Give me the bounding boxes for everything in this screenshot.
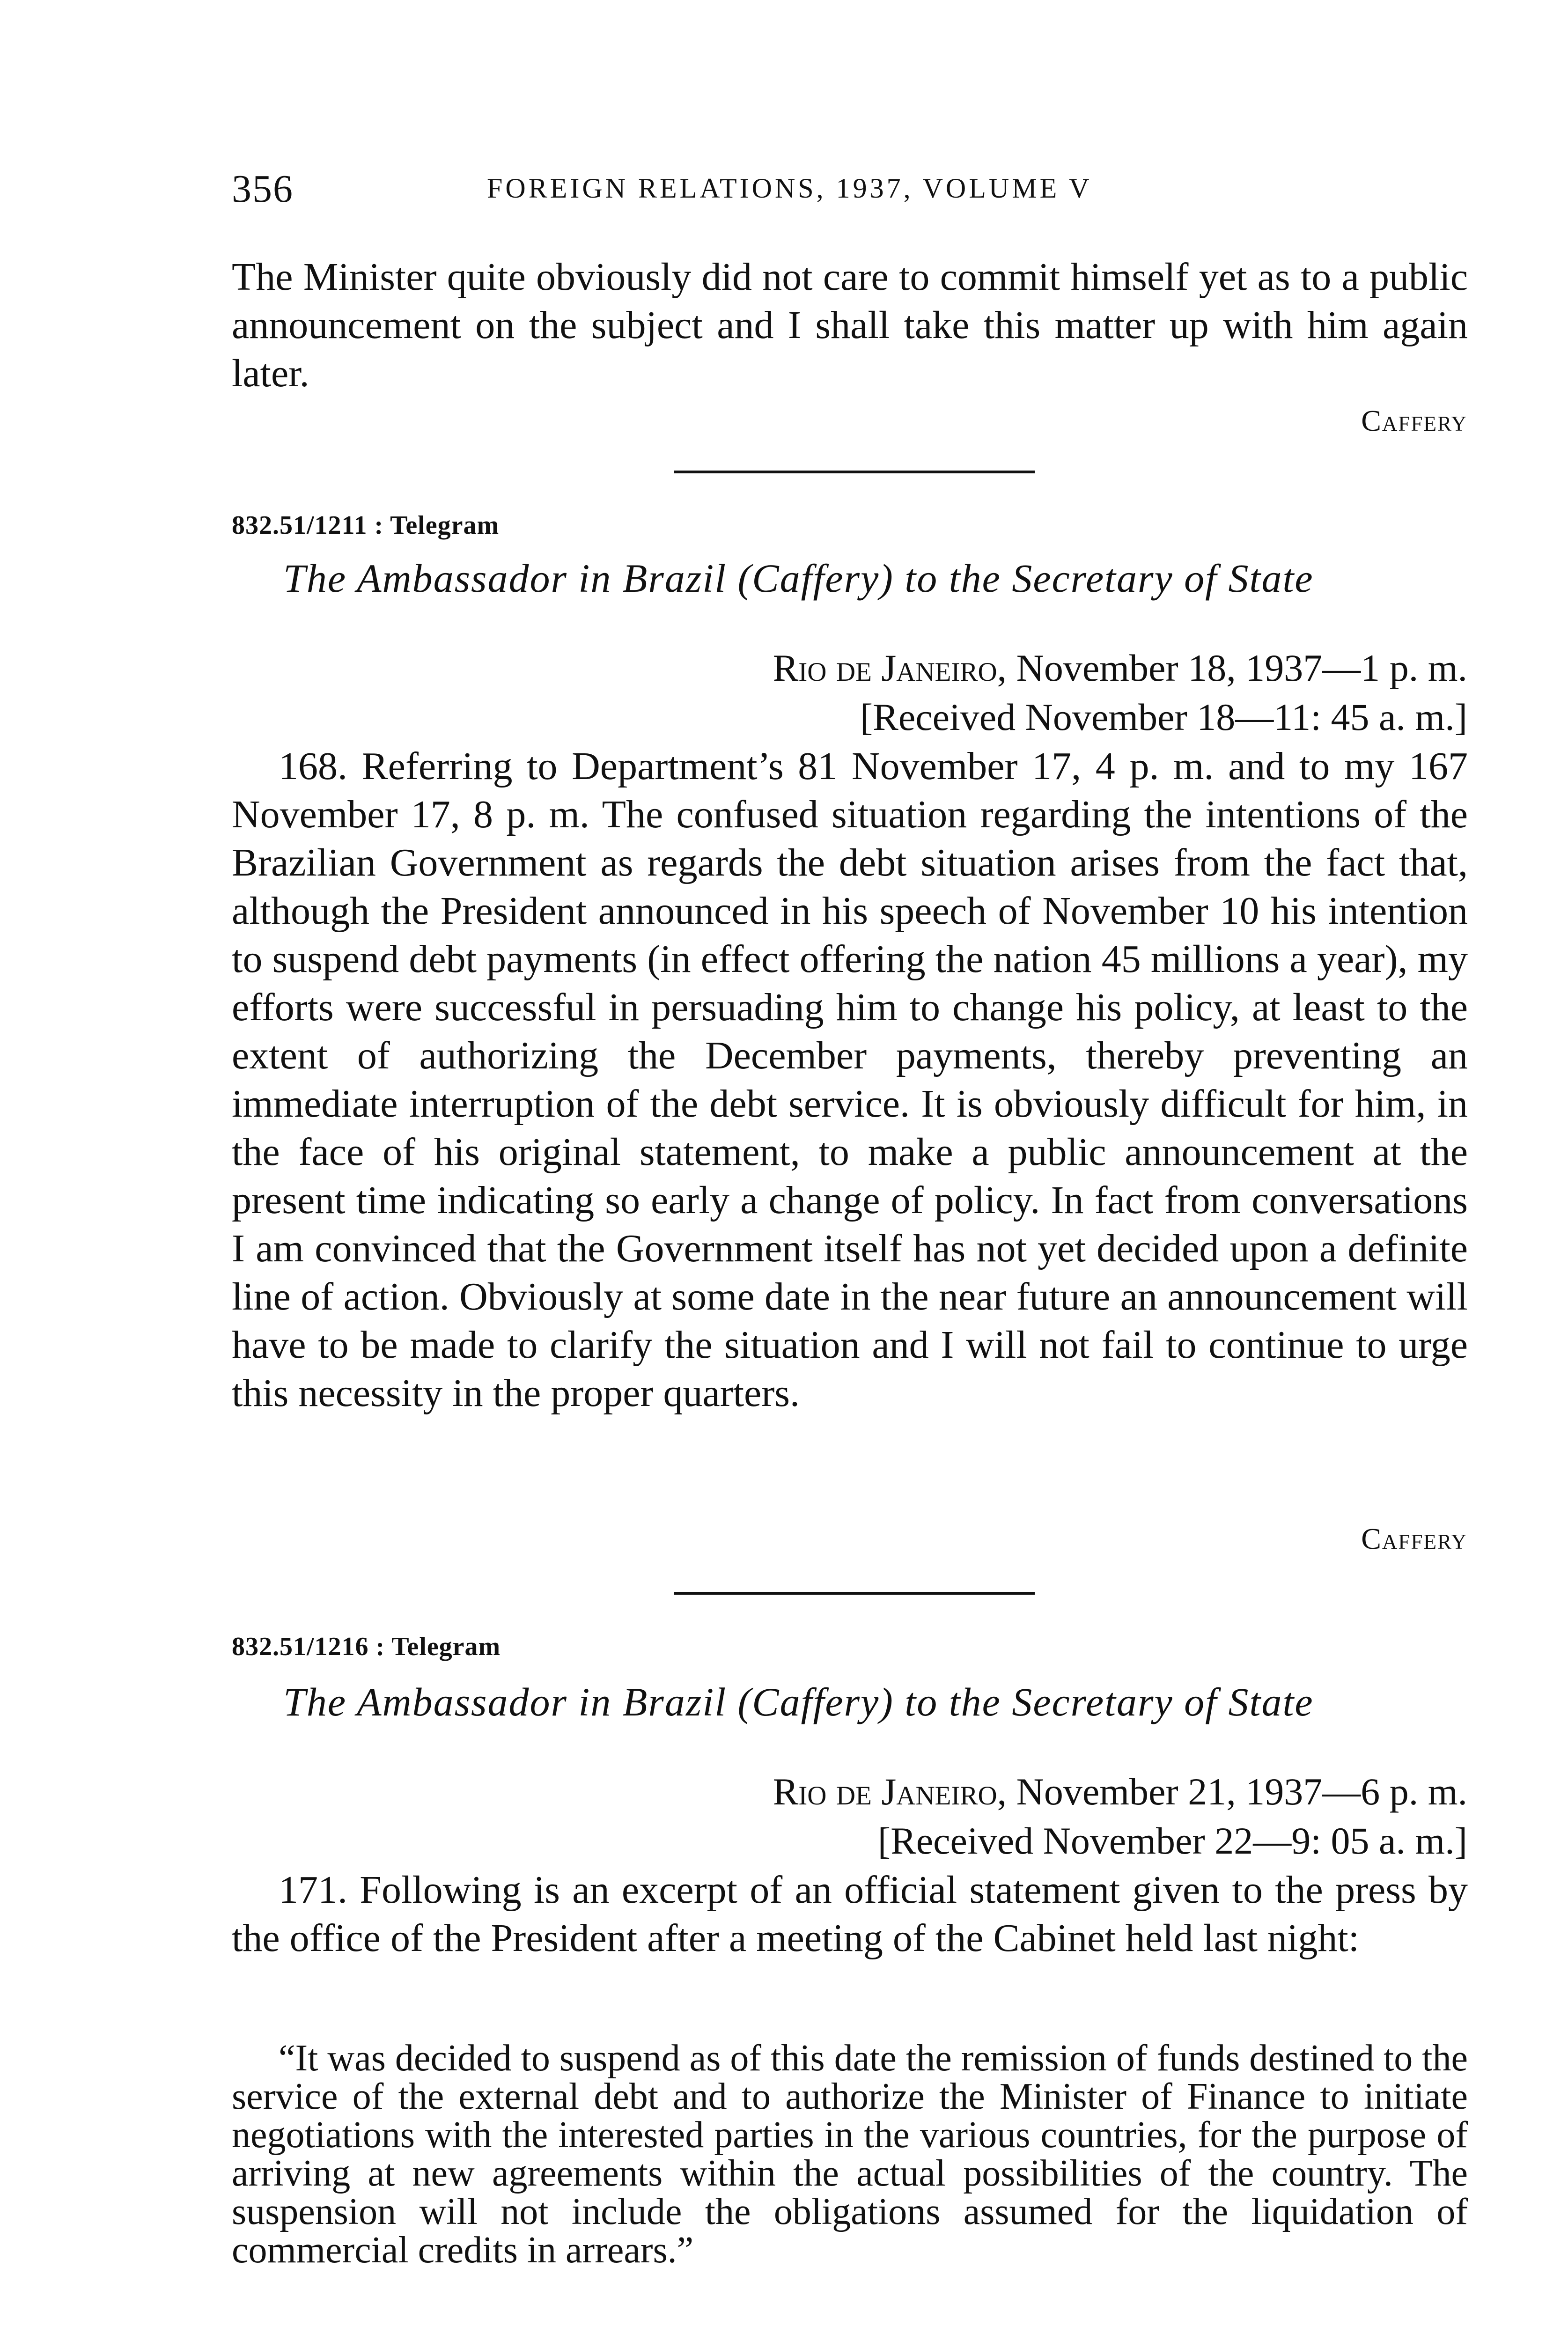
- running-title: FOREIGN RELATIONS, 1937, VOLUME V: [487, 173, 1092, 204]
- received-note-2: [Received November 22—9: 05 a. m.]: [877, 1819, 1467, 1862]
- section-divider-2: [674, 1592, 1035, 1595]
- section-divider-1: [674, 471, 1035, 473]
- document-heading-2: The Ambassador in Brazil (Caffery) to the Secretary of State: [283, 1679, 1314, 1724]
- dateline-date-1: , November 18, 1937—1 p. m.: [997, 647, 1467, 689]
- telegram-body-168: 168. Referring to Department’s 81 November 17, 4 p. m. and to my 167 November 17, 8 p. m. The confused situation regarding the intentions of the Brazilian Government as regards the debt situation arises from the fact that, although the President announced in his speech of November 10 his intention to suspend debt payments (in effect offering the nation 45 millions a year), my efforts were successful in persuading him to change his policy, at least to the extent of authorizing the December payments, thereby preventing an immediate interruption of the debt service. It is obviously difficult for him, in the face of his original statement, to make a public announcement at the present time indicating so early a change of policy. In fact from conversations I am convinced that the Government itself has not yet decided upon a definite line of action. Obviously at some date in the near future an announcement will have to be made to clarify the situation and I will not fail to continue to urge this necessity in the proper quarters.: [232, 744, 1468, 1415]
- signature-caffery-2: Caffery: [1361, 1522, 1467, 1555]
- file-reference-1211: 832.51/1211 : Telegram: [232, 511, 500, 540]
- dateline-place-1: Rio de Janeiro: [773, 647, 997, 689]
- quoted-statement: “It was decided to suspend as of this date the remission of funds destined to the service of the external debt and to authorize the Minister of Finance to initiate negotiations with the interested parties in the various countries, for the purpose of arriving at new agreements within the actual possibilities of the country. The suspension will not include the obligations assumed for the liquidation of commercial credits in arrears.”: [232, 2038, 1468, 2271]
- page-number: 356: [232, 167, 294, 211]
- file-reference-1216: 832.51/1216 : Telegram: [232, 1632, 501, 1661]
- signature-caffery-1: Caffery: [1361, 404, 1467, 437]
- telegram-body-171: 171. Following is an excerpt of an official statement given to the press by the office of the President after a meeting of the Cabinet held last night:: [232, 1868, 1468, 1960]
- continuation-paragraph: The Minister quite obviously did not care to commit himself yet as to a public announcement on the subject and I shall take this matter up with him again later.: [232, 255, 1468, 395]
- dateline-date-2: , November 21, 1937—6 p. m.: [997, 1770, 1467, 1813]
- document-heading-1: The Ambassador in Brazil (Caffery) to the Secretary of State: [283, 556, 1314, 601]
- dateline-2: [773, 1770, 1467, 1814]
- dateline-place-2: Rio de Janeiro: [773, 1770, 997, 1813]
- received-note-1: [Received November 18—11: 45 a. m.]: [860, 696, 1467, 738]
- dateline-1: [773, 646, 1467, 690]
